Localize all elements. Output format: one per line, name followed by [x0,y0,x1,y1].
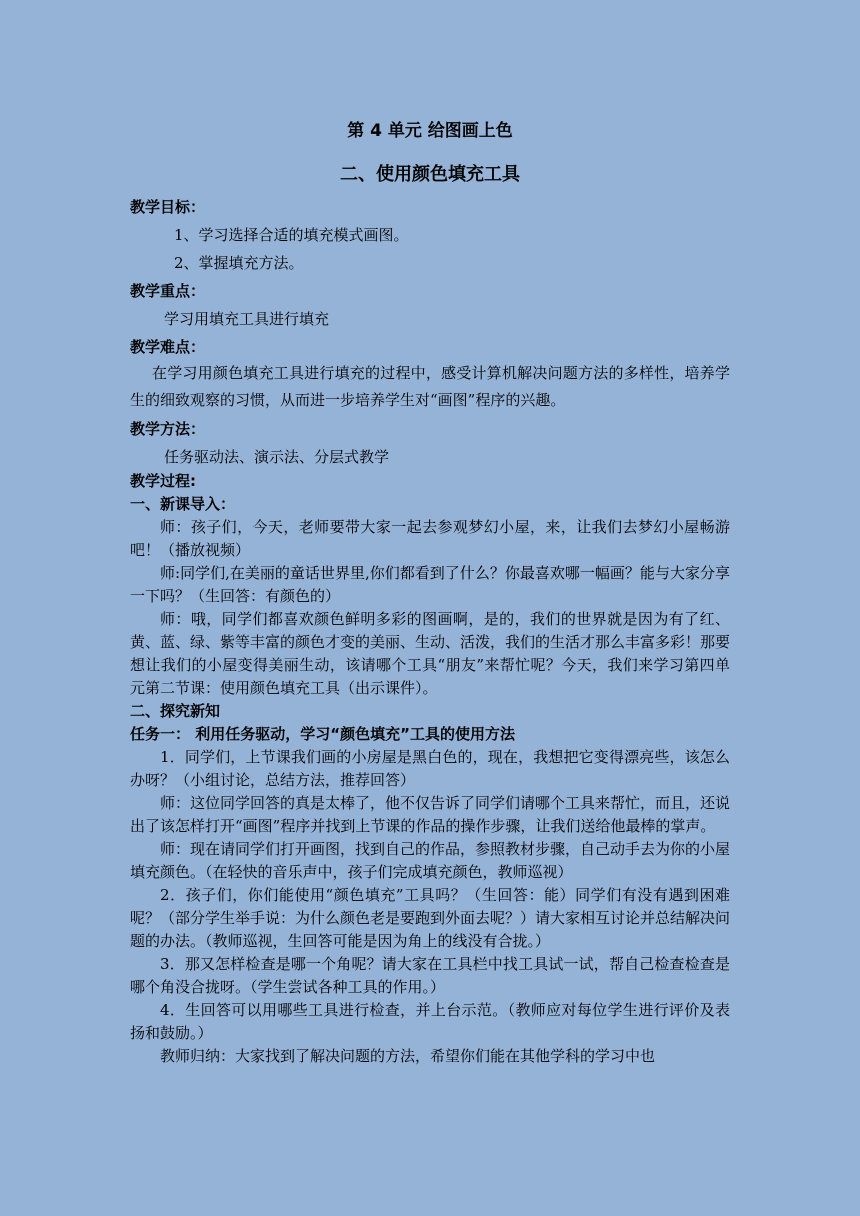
key-points-heading: 教学重点： [130,282,206,300]
task-1-heading: 任务一： 利用任务驱动，学习“颜色填充”工具的使用方法 [130,725,515,743]
lesson-title: 二、使用颜色填充工具 [340,164,520,185]
task-1-paragraph-5: 3．那又怎样检查是哪一个角呢？请大家在工具栏中找工具试一试，帮自己检查检查是哪个角没合拢呀。（学生尝试各种工具的作用。） [130,955,730,996]
goals-heading: 教学目标： [130,198,206,216]
goal-item-1: 1、学习选择合适的填充模式画图。 [174,226,409,244]
unit-title: 第 4 单元 给图画上色 [347,121,513,141]
section-1-heading: 一、新课导入： [130,495,236,513]
method-heading: 教学方法： [130,420,206,438]
document-body [130,195,730,1068]
process-heading: 教学过程: [130,472,196,490]
key-points-text: 学习用填充工具进行填充 [164,310,330,328]
section-1-paragraph-1: 师：孩子们，今天，老师要带大家一起去参观梦幻小屋，来，让我们去梦幻小屋畅游吧！（播放视频） [130,518,730,559]
difficulty-text: 在学习用颜色填充工具进行填充的过程中，感受计算机解决问题方法的多样性，培养学生的细致观察的习惯，从而进一步培养学生对“画图”程序的兴趣。 [130,364,730,409]
task-1-paragraph-2: 师：这位同学回答的真是太棒了，他不仅告诉了同学们请哪个工具来帮忙，而且，还说出了该怎样打开“画图”程序并找到上节课的作品的操作步骤，让我们送给他最棒的掌声。 [130,794,731,835]
task-1-paragraph-7: 教师归纳：大家找到了解决问题的方法，希望你们能在其他学科的学习中也 [160,1047,656,1065]
task-1-paragraph-4: 2．孩子们，你们能使用“颜色填充”工具吗？（生回答：能）同学们有没有遇到困难呢？（部分学生举手说：为什么颜色老是要跑到外面去呢？）请大家相互讨论并总结解决问题的办法。（教师巡视，生回答可能是因为角上的线没有合拢。） [130,886,731,950]
task-1-paragraph-1: 1．同学们，上节课我们画的小房屋是黑白色的，现在，我想把它变得漂亮些，该怎么办呀？（小组讨论，总结方法，推荐回答） [130,748,730,789]
section-1-paragraph-2: 师:同学们,在美丽的童话世界里,你们都看到了什么？你最喜欢哪一幅画？能与大家分享一下吗？（生回答：有颜色的） [130,564,730,605]
section-2-heading: 二、探究新知 [130,702,221,720]
method-text: 任务驱动法、演示法、分层式教学 [164,448,390,466]
section-1-paragraph-3: 师：哦，同学们都喜欢颜色鲜明多彩的图画啊，是的，我们的世界就是因为有了红、黄、蓝、绿、紫等丰富的颜色才变的美丽、生动、活泼，我们的生活才那么丰富多彩！那要想让我们的小屋变得美丽生动，该请哪个工具“朋友”来帮忙呢？今天，我们来学习第四单元第二节课：使用颜色填充工具（出示课件）。 [130,610,731,697]
difficulty-heading: 教学难点： [130,338,206,356]
task-1-paragraph-6: 4．生回答可以用哪些工具进行检查，并上台示范。（教师应对每位学生进行评价及表扬和鼓励。） [130,1001,730,1042]
task-1-paragraph-3: 师：现在请同学们打开画图，找到自己的作品，参照教材步骤，自己动手去为你的小屋填充颜色。（在轻快的音乐声中，孩子们完成填充颜色，教师巡视） [130,840,731,881]
goal-item-2: 2、掌握填充方法。 [174,254,304,272]
